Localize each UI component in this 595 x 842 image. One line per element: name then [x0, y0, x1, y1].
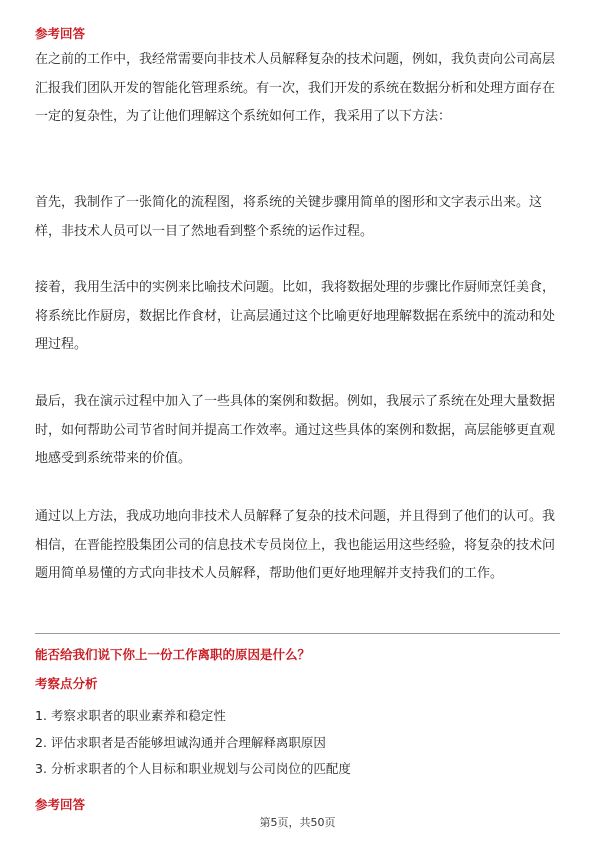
answer-paragraph-intro: 在之前的工作中，我经常需要向非技术人员解释复杂的技术问题，例如，我负责向公司高层汇报我们团队开发的智能化管理系统。有一次，我们开发的系统在数据分析和处理方面存在一定的复杂性，为了让他们理解这个系统如何工作，我采用了以下方法： [35, 52, 556, 125]
section-divider [35, 633, 560, 634]
analysis-heading: 考察点分析 [35, 676, 98, 691]
analysis-points-list [35, 707, 561, 787]
question-title: 能否给我们说下你上一份工作离职的原因是什么？ [35, 647, 311, 662]
answer-paragraph-cases: 最后，我在演示过程中加入了一些具体的案例和数据。例如，我展示了系统在处理大量数据时，如何帮助公司节省时间并提高工作效率。通过这些具体的案例和数据，高层能够更直观地感受到系统带来的价值。 [35, 394, 556, 467]
list-item: 1. 考察求职者的职业素养和稳定性 [35, 708, 226, 723]
page-number-footer: 第5页，共50页 [259, 816, 336, 829]
answer-paragraph-analogy: 接着，我用生活中的实例来比喻技术问题。比如，我将数据处理的步骤比作厨师烹饪美食，将系统比作厨房，数据比作食材，让高层通过这个比喻更好地理解数据在系统中的流动和处理过程。 [35, 280, 556, 353]
answer-paragraph-conclusion: 通过以上方法，我成功地向非技术人员解释了复杂的技术问题，并且得到了他们的认可。我相信，在晋能控股集团公司的信息技术专员岗位上，我也能运用这些经验，将复杂的技术问题用简单易懂的方式向非技术人员解释，帮助他们更好地理解并支持我们的工作。 [35, 509, 556, 582]
answer-heading: 参考回答 [35, 26, 86, 41]
answer-paragraph-flowchart: 首先，我制作了一张简化的流程图，将系统的关键步骤用简单的图形和文字表示出来。这样，非技术人员可以一目了然地看到整个系统的运作过程。 [35, 195, 543, 239]
list-item: 3. 分析求职者的个人目标和职业规划与公司岗位的匹配度 [35, 761, 351, 776]
answer-heading-2: 参考回答 [35, 797, 86, 812]
list-item: 2. 评估求职者是否能够坦诚沟通并合理解释离职原因 [35, 734, 326, 750]
